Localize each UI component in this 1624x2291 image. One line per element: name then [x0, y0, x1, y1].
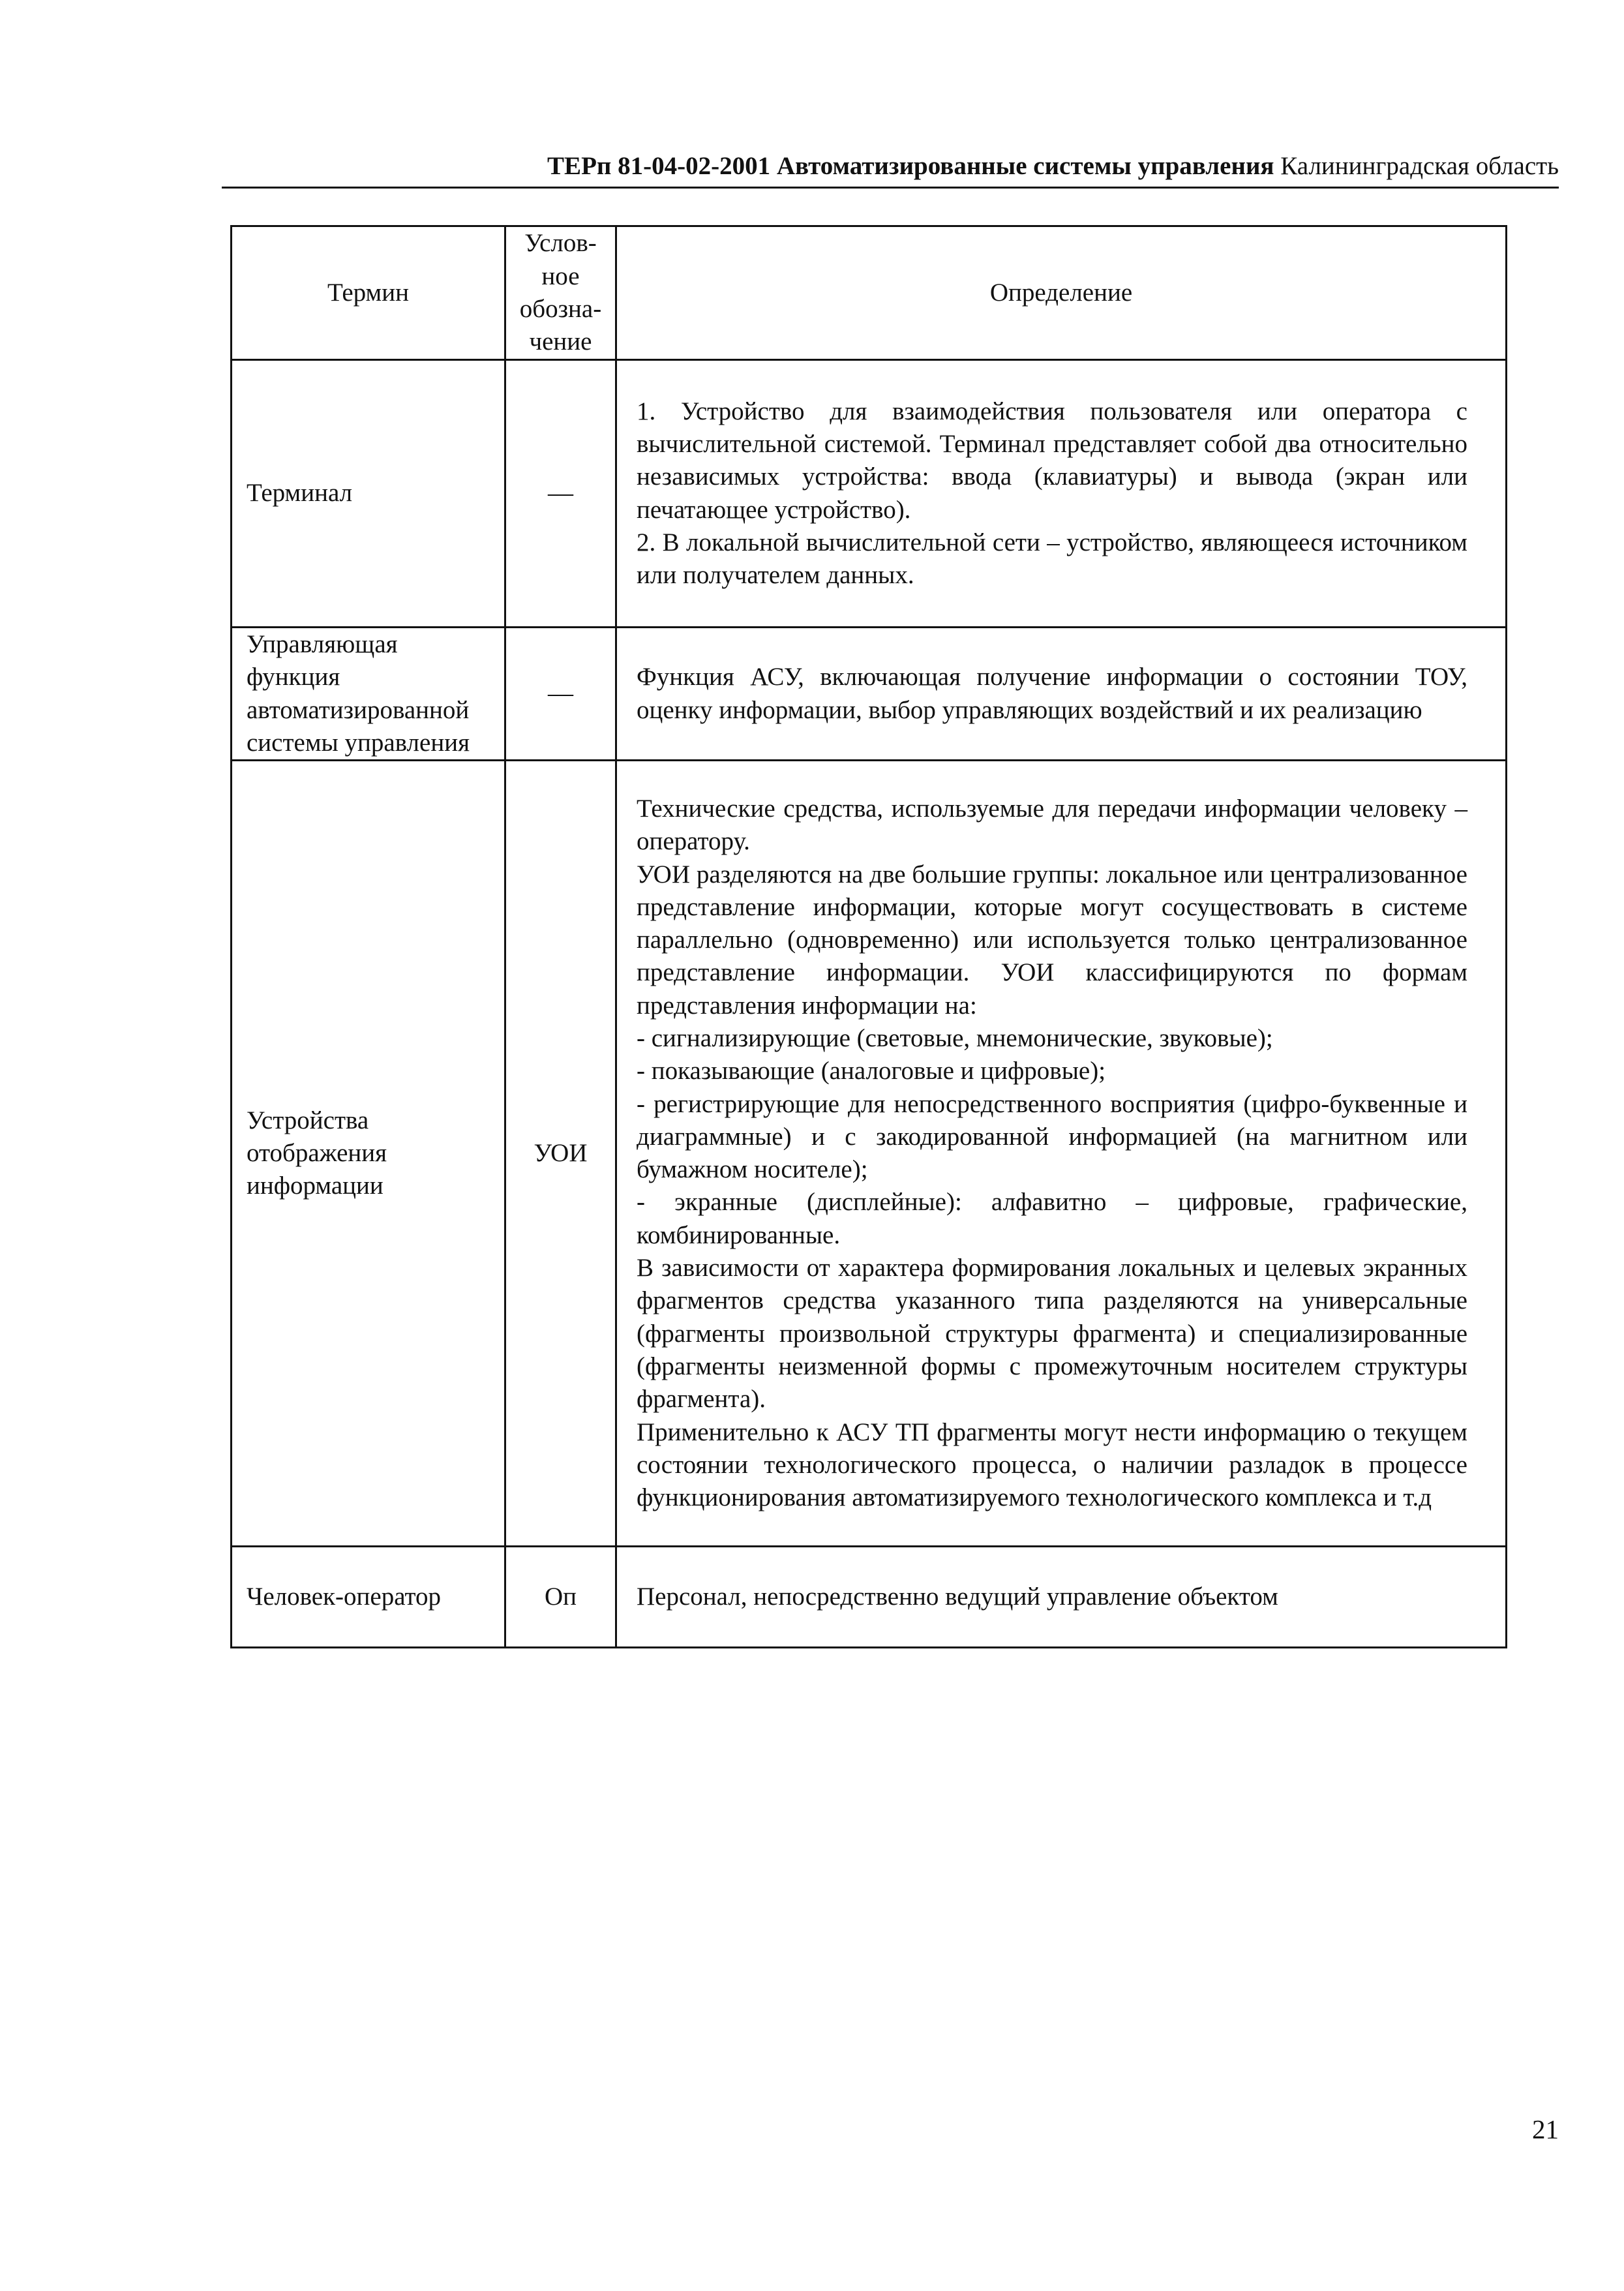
terms-table	[230, 225, 1507, 1648]
header-document-title: ТЕРп 81-04-02-2001 Автоматизированные системы управления	[547, 152, 1274, 180]
abbreviation-cell: Оп	[505, 1547, 616, 1648]
column-header-term: Термин	[232, 226, 505, 360]
definition-paragraph: Применительно к АСУ ТП фрагменты могут нести информацию о текущем состоянии технологического процесса, о наличии разладок в процессе функционирования автоматизируемого технологического комплекса и т.д	[637, 1418, 1467, 1512]
definition-paragraph: 2. В локальной вычислительной сети – устройство, являющееся источником или получателем данных.	[637, 528, 1467, 590]
definition-paragraph: Функция АСУ, включающая получение информации о состоянии ТОУ, оценку информации, выбор управляющих воздействий и их реализацию	[637, 663, 1467, 724]
definition-cell	[616, 761, 1507, 1547]
column-header-abbreviation-text: Услов- ное обозна- чение	[519, 229, 602, 356]
abbreviation-cell: —	[505, 360, 616, 628]
term-cell: Терминал	[232, 360, 505, 628]
definition-list-item: - показывающие (аналоговые и цифровые);	[637, 1057, 1106, 1085]
table-row	[232, 1547, 1507, 1648]
abbreviation-cell: УОИ	[505, 761, 616, 1547]
definition-paragraph: Персонал, непосредственно ведущий управление объектом	[637, 1583, 1278, 1611]
term-cell: Устройства отображения информации	[232, 761, 505, 1547]
table-row	[232, 761, 1507, 1547]
page-number: 21	[1532, 2114, 1559, 2144]
definition-cell	[616, 628, 1507, 761]
definition-list-item: - регистрирующие для непосредственного восприятия (цифро-буквенные и диаграммные) и с закодированной информацией (на магнитном или бумажном носителе);	[637, 1089, 1467, 1184]
definition-cell	[616, 360, 1507, 628]
column-header-abbreviation	[505, 226, 616, 360]
definition-paragraph: 1. Устройство для взаимодействия пользователя или оператора с вычислительной системой. Терминал представляет собой два относительно независимых устройства: ввода (клавиатуры) и вывода (экран или печатающее устройство).	[637, 397, 1467, 524]
table-header-row	[232, 226, 1507, 360]
term-cell: Человек-оператор	[232, 1547, 505, 1648]
header-region: Калининградская область	[1274, 152, 1559, 180]
abbreviation-cell: —	[505, 628, 616, 761]
definition-cell	[616, 1547, 1507, 1648]
definition-paragraph: УОИ разделяются на две большие группы: локальное или централизованное представление информации, которые могут сосуществовать в системе параллельно (одновременно) или используется только централизованное представление информации. УОИ классифицируются по формам представления информации на:	[637, 860, 1467, 1020]
table-row	[232, 628, 1507, 761]
table-row	[232, 360, 1507, 628]
header-rule	[222, 187, 1559, 189]
definition-paragraph: В зависимости от характера формирования локальных и целевых экранных фрагментов средства указанного типа разделяются на универсальные (фрагменты произвольной структуры фрагмента) и специализированные (фрагменты неизменной формы с промежуточным носителем структуры фрагмента).	[637, 1254, 1467, 1414]
term-cell: Управляющая функция автоматизированной системы управления	[232, 628, 505, 761]
definition-list-item: - экранные (дисплейные): алфавитно – цифровые, графические, комбинированные.	[637, 1188, 1467, 1249]
definition-list-item: - сигнализирующие (световые, мнемонические, звуковые);	[637, 1024, 1273, 1052]
column-header-definition: Определение	[616, 226, 1507, 360]
definition-paragraph: Технические средства, используемые для передачи информации человеку – оператору.	[637, 794, 1467, 856]
running-header	[222, 151, 1559, 181]
